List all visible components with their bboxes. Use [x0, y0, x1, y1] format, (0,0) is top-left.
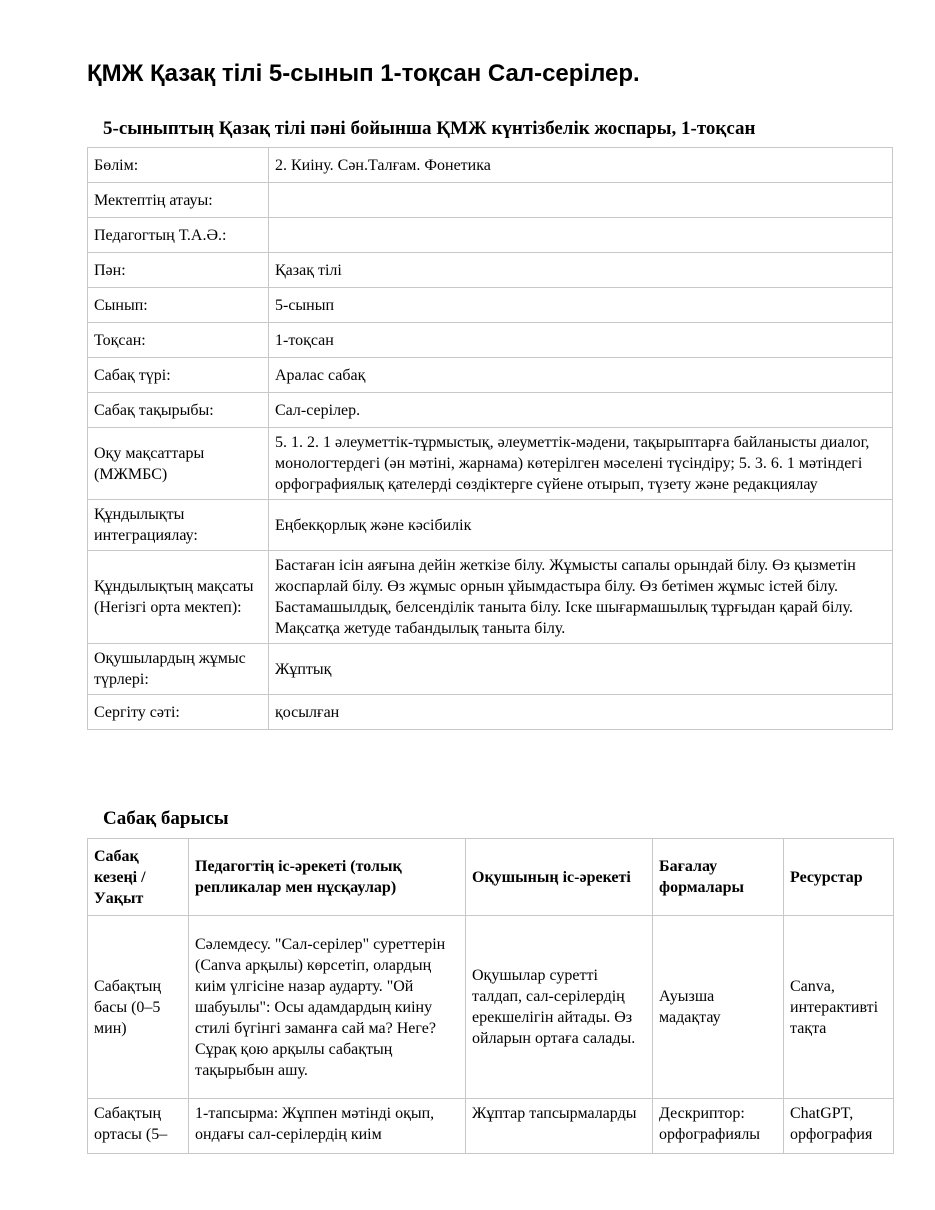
info-value: 5-сынып: [269, 288, 893, 323]
student-activity-cell: Оқушылар суретті талдап, сал-серілердің ерекшелігін айтады. Өз ойларын ортаға салады.: [466, 916, 653, 1099]
assessment-cell: Дескриптор: орфографиялы: [653, 1099, 784, 1154]
column-header-resources: Ресурстар: [784, 839, 894, 916]
table-row: [88, 428, 893, 500]
info-value: Аралас сабақ: [269, 358, 893, 393]
stage-cell: Сабақтың ортасы (5–: [88, 1099, 189, 1154]
info-value: 1-тоқсан: [269, 323, 893, 358]
table-row: [88, 551, 893, 644]
table-row: [88, 253, 893, 288]
info-key: Сергіту сәті:: [88, 695, 269, 730]
column-header-student-activity: Оқушының іс-әрекеті: [466, 839, 653, 916]
column-header-stage: Сабақ кезеңі / Уақыт: [88, 839, 189, 916]
table-row: [88, 1099, 894, 1154]
info-key: Құндылықтың мақсаты (Негізгі орта мектеп):: [88, 551, 269, 644]
lesson-progress-heading: Сабақ барысы: [103, 808, 229, 829]
assessment-cell: Ауызша мадақтау: [653, 916, 784, 1099]
info-key: Сабақ түрі:: [88, 358, 269, 393]
resources-cell: ChatGPT, орфография: [784, 1099, 894, 1154]
table-row: [88, 183, 893, 218]
student-activity-cell: Жұптар тапсырмаларды: [466, 1099, 653, 1154]
calendar-plan-heading: 5-сыныптың Қазақ тілі пәні бойынша ҚМЖ күнтізбелік жоспары, 1-тоқсан: [103, 118, 756, 139]
lesson-plan-table: [87, 838, 894, 1154]
info-key: Пән:: [88, 253, 269, 288]
table-row: [88, 916, 894, 1099]
table-row: [88, 695, 893, 730]
teacher-activity-cell: 1-тапсырма: Жұппен мәтінді оқып, ондағы сал-серілердің киім: [189, 1099, 466, 1154]
column-header-teacher-activity: Педагогтің іс-әрекеті (толық репликалар мен нұсқаулар): [189, 839, 466, 916]
info-value: 2. Киіну. Сән.Талғам. Фонетика: [269, 148, 893, 183]
info-key: Сабақ тақырыбы:: [88, 393, 269, 428]
resources-cell: Canva, интерактивті тақта: [784, 916, 894, 1099]
column-header-assessment: Бағалау формалары: [653, 839, 784, 916]
info-value: 5. 1. 2. 1 әлеуметтік-тұрмыстық, әлеуметтік-мәдени, тақырыптарға байланысты диалог, монологтердегі (ән мәтіні, жарнама) көтерілген мәселені түсіндіру; 5. 3. 6. 1 мәтіндегі орфографиялық қателерді сөздіктерге сүйене отырып, түзету және редакциялау: [269, 428, 893, 500]
teacher-activity-cell: Сәлемдесу. "Сал-серілер" суреттерін (Canva арқылы) көрсетіп, олардың киім үлгісіне назар аударту. "Ой шабуылы": Осы адамдардың киіну стилі бүгінгі заманға сай ма? Неге? Сұрақ қою арқылы сабақтың тақырыбын ашу.: [189, 916, 466, 1099]
table-row: [88, 323, 893, 358]
stage-cell: Сабақтың басы (0–5 мин): [88, 916, 189, 1099]
info-key: Мектептің атауы:: [88, 183, 269, 218]
info-value: қосылған: [269, 695, 893, 730]
table-row: [88, 644, 893, 695]
table-row: [88, 393, 893, 428]
document-title: ҚМЖ Қазақ тілі 5-сынып 1-тоқсан Сал-серілер.: [87, 60, 640, 87]
table-row: [88, 218, 893, 253]
info-value: Сал-серілер.: [269, 393, 893, 428]
info-value: [269, 183, 893, 218]
lesson-info-table: [87, 147, 893, 730]
info-key: Құндылықты интеграциялау:: [88, 500, 269, 551]
table-header-row: [88, 839, 894, 916]
info-key: Тоқсан:: [88, 323, 269, 358]
info-key: Бөлім:: [88, 148, 269, 183]
table-row: [88, 148, 893, 183]
info-value: [269, 218, 893, 253]
table-row: [88, 358, 893, 393]
info-key: Сынып:: [88, 288, 269, 323]
table-row: [88, 288, 893, 323]
info-value: Қазақ тілі: [269, 253, 893, 288]
info-key: Оқу мақсаттары (МЖМБС): [88, 428, 269, 500]
table-row: [88, 500, 893, 551]
info-key: Педагогтың Т.А.Ә.:: [88, 218, 269, 253]
info-value: Бастаған ісін аяғына дейін жеткізе білу. Жұмысты сапалы орындай білу. Өз қызметін жоспарлай білу. Өз жұмыс орнын ұйымдастыра білу. Өз бетімен жұмыс істей білу. Бастамашылдық, белсенділік таныта білу. Іске шығармашылық тұрғыдан қарай білу. Мақсатқа жетуде табандылық таныта білу.: [269, 551, 893, 644]
info-value: Еңбекқорлық және кәсібилік: [269, 500, 893, 551]
info-key: Оқушылардың жұмыс түрлері:: [88, 644, 269, 695]
info-value: Жұптық: [269, 644, 893, 695]
